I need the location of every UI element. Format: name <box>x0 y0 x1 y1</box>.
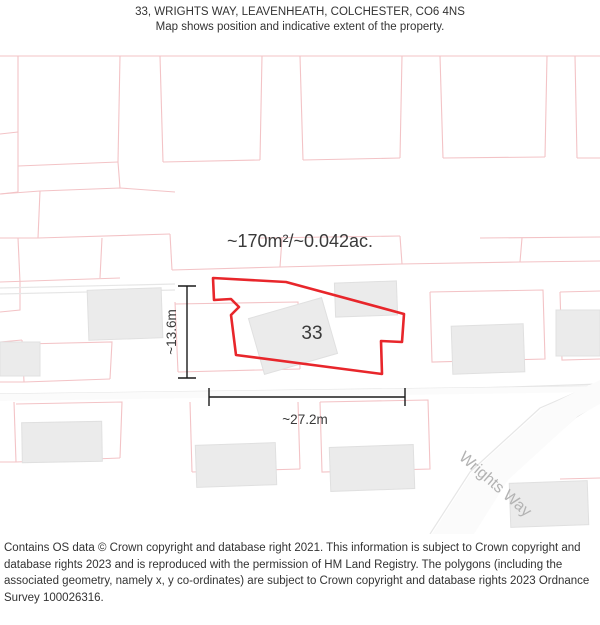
height-dimension-label: ~13.6m <box>164 309 179 355</box>
copyright-text: Contains OS data © Crown copyright and database right 2021. This information is subject to Crown copyright and database rights 2023 and is reproduced with the permission of HM Land Registry. The polygons (including the associated geometry, namely x, y co-ordinates) are subject to Crown copyright and database rights 2023 Ordnance Survey 100026316. <box>4 542 590 604</box>
page-title: 33, WRIGHTS WAY, LEAVENHEATH, COLCHESTER, CO6 4NS <box>135 6 465 18</box>
plot-number-label: 33 <box>301 323 323 344</box>
map-footer <box>0 534 600 625</box>
width-dimension-label: ~27.2m <box>282 412 328 427</box>
map-canvas[interactable] <box>0 42 600 534</box>
page-subtitle: Map shows position and indicative extent of the property. <box>155 21 445 33</box>
area-label: ~170m²/~0.042ac. <box>226 231 374 251</box>
map-header <box>0 0 600 42</box>
street-name-label: Wrights Way <box>455 448 535 521</box>
